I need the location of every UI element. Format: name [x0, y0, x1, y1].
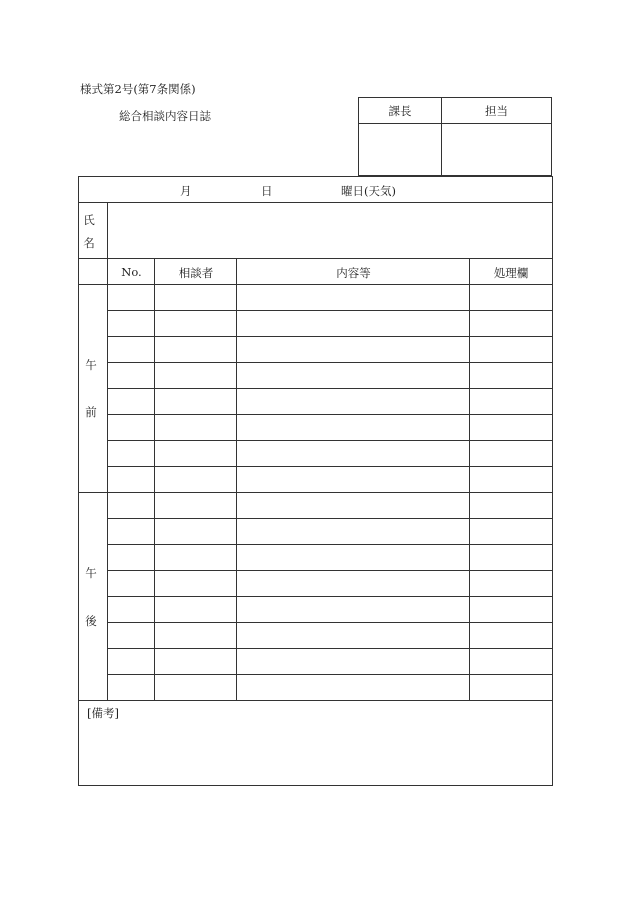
header-content: 内容等	[336, 266, 371, 280]
morning-label-1: 午	[85, 358, 97, 372]
morning-section-bottom	[79, 492, 552, 493]
staff-label: 担当	[485, 104, 508, 118]
morning-label-2: 前	[85, 405, 97, 419]
log-sheet	[78, 176, 553, 786]
header-action: 処理欄	[493, 266, 529, 280]
day-label: 日	[261, 184, 273, 198]
table-row	[107, 440, 552, 441]
afternoon-section-bottom	[79, 700, 552, 701]
header-row-bottom	[79, 284, 552, 285]
weekday-weather-label: 曜日(天気)	[341, 184, 396, 198]
form-number: 様式第2号(第7条関係)	[80, 82, 196, 96]
afternoon-label-1: 午	[85, 566, 97, 580]
month-label: 月	[180, 184, 192, 198]
table-row	[107, 518, 552, 519]
table-row	[107, 362, 552, 363]
name-label-2: 名	[83, 236, 95, 250]
table-row	[107, 466, 552, 467]
table-row	[107, 648, 552, 649]
header-no: No.	[121, 265, 142, 279]
document-title: 総合相談内容日誌	[119, 109, 211, 123]
table-row	[107, 544, 552, 545]
approval-box	[358, 97, 552, 176]
chief-stamp-field[interactable]	[359, 124, 441, 176]
header-consultant: 相談者	[178, 266, 214, 280]
table-row	[107, 596, 552, 597]
chief-label: 課長	[388, 104, 412, 118]
table-row	[107, 622, 552, 623]
name-label-1: 氏	[83, 213, 95, 227]
remarks-label: [備考]	[87, 706, 119, 720]
afternoon-label-2: 後	[85, 614, 97, 628]
table-row	[107, 674, 552, 675]
table-row	[107, 388, 552, 389]
table-row	[107, 570, 552, 571]
table-row	[107, 310, 552, 311]
name-row-bottom	[79, 258, 552, 259]
no-column-divider	[154, 258, 155, 701]
remarks-field[interactable]	[83, 723, 549, 781]
name-field[interactable]	[108, 203, 552, 257]
staff-stamp-field[interactable]	[442, 124, 552, 176]
label-column-divider	[107, 203, 108, 701]
consultant-column-divider	[236, 258, 237, 701]
table-row	[107, 414, 552, 415]
table-row	[107, 336, 552, 337]
content-column-divider	[469, 258, 470, 701]
